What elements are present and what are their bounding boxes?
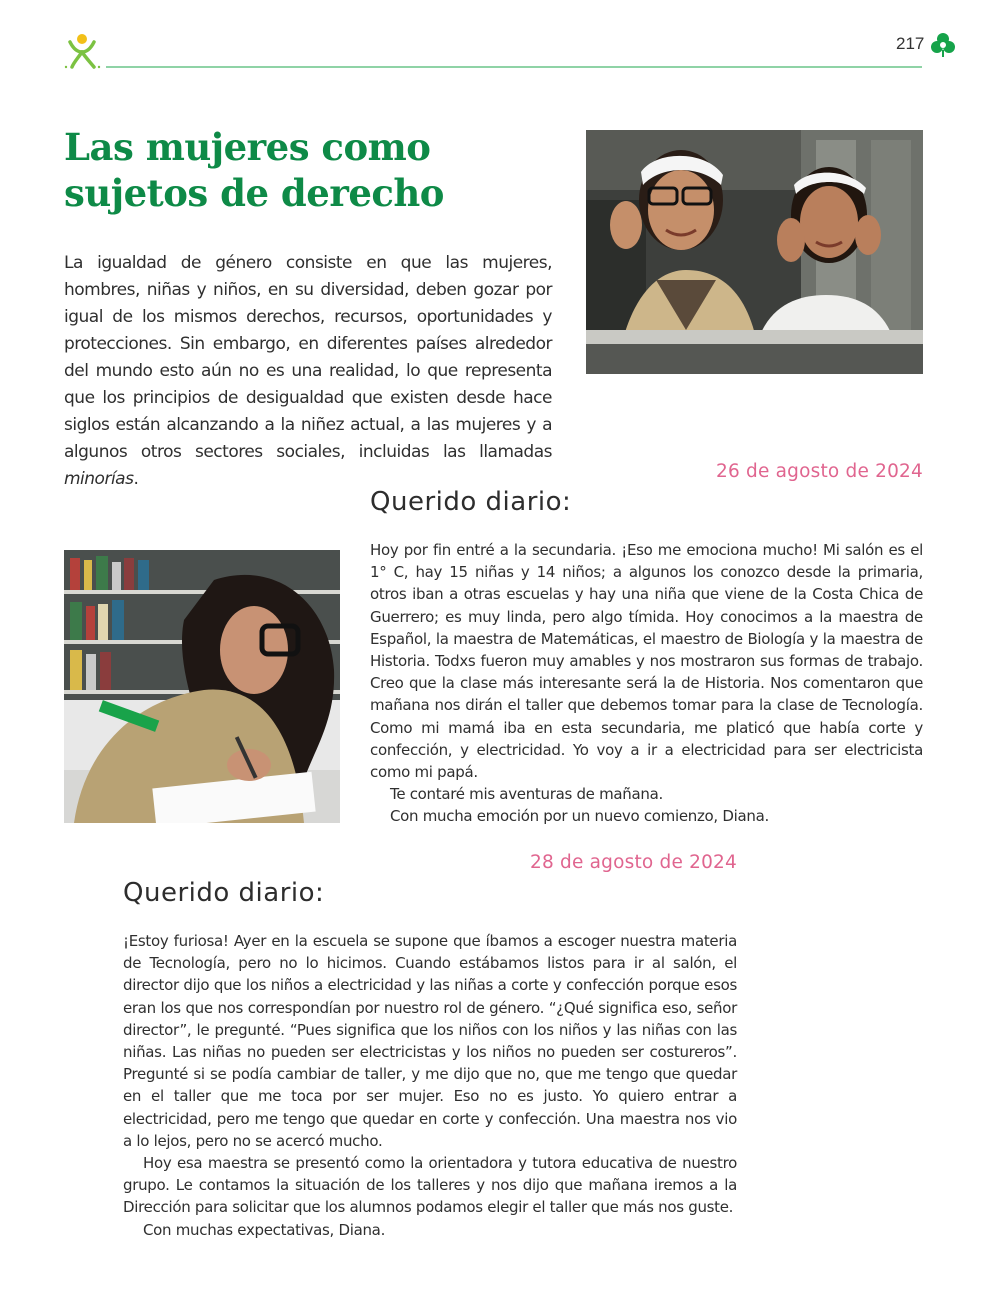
intro-end: . [133, 469, 139, 489]
clover-icon [930, 32, 956, 58]
entry-heading: Querido diario: [370, 487, 572, 517]
header-rule [106, 66, 922, 68]
page-title: Las mujeres como sujetos de derecho [64, 125, 444, 215]
header-logo [62, 30, 102, 70]
person-figure-icon [62, 30, 102, 70]
entry-1-body [370, 539, 923, 828]
entry-paragraph: Hoy por fin entré a la secundaria. ¡Eso me emociona mucho! Mi salón es el 1° C, hay 15 niñas y 14 niños; a algunos los conozco desde la primaria, otros iban a otras escuelas y hay una niña que viene de la Costa Chica de Guerrero; es muy linda, pero algo tímida. Hoy conocimos a la maestra de Español, la maestra de Matemáticas, el maestro de Biología y la maestra de Historia. Todxs fueron muy amables y nos mostraron sus formas de trabajo. Creo que la clase más interesante será la de Historia. Nos comentaron que mañana nos dirán el taller que debemos tomar para la clase de Tecnología. Como mi mamá iba en esta secundaria, me platicó que había corte y confección, y electricidad. Yo voy a ir a electricidad para ser electricista como mi papá. [370, 541, 923, 782]
intro-emphasis: minorías [64, 469, 134, 489]
entry-paragraph: ¡Estoy furiosa! Ayer en la escuela se supone que íbamos a escoger nuestra materia de Tecnología, pero no lo hicimos. Cuando estábamos listos para ir al salón, el director dijo que los niños a electricidad y las niñas a corte y confección porque esos eran los que nos correspondían por nuestro rol de género. “¿Qué significa eso, señor director”, le pregunté. “Pues significa que los niños con los niños y las niñas con las niñas. Las niñas no pueden ser electricistas y los niños no pueden ser costureros”. Pregunté si se podía cambiar de taller, y me dijo que no, que me tengo que quedar en el taller que me toca por ser mujer. Eso no es justo. Yo quiero entrar a electricidad, pero me tengo que quedar en corte y confección. Una maestra nos vio a lo lejos, pero no se acercó mucho. [123, 932, 737, 1150]
entry-heading: Querido diario: [123, 878, 325, 908]
students-waving-photo [586, 130, 923, 374]
entry-signoff: Con muchas expectativas, Diana. [143, 1220, 386, 1239]
student-writing-photo [64, 550, 340, 823]
entry-paragraph: Te contaré mis aventuras de mañana. [390, 785, 663, 804]
entry-date: 26 de agosto de 2024 [715, 461, 923, 482]
entry-2-body [123, 930, 737, 1241]
entry-paragraph: Hoy esa maestra se presentó como la orientadora y tutora educativa de nuestro grupo. Le contamos la situación de los talleres y nos dijo que mañana iremos a la Dirección para solicitar que los alumnos podamos elegir el taller que más nos guste. [123, 1154, 737, 1217]
entry-date: 28 de agosto de 2024 [529, 852, 737, 873]
intro-paragraph [64, 250, 552, 493]
page-number: 217 [896, 34, 925, 53]
intro-text: La igualdad de género consiste en que las mujeres, hombres, niñas y niños, en su diversidad, deben gozar por igual de los mismos derechos, recursos, oportunidades y protecciones. Sin embargo, en diferentes países alrededor del mundo esto aún no es una realidad, lo que representa que los principios de desigualdad que existen desde hace siglos están alcanzando a la niñez actual, a las mujeres y a algunos otros sectores sociales, incluidas las llamadas [64, 253, 552, 462]
corner-logo [930, 32, 956, 58]
entry-signoff: Con mucha emoción por un nuevo comienzo, Diana. [390, 807, 769, 826]
